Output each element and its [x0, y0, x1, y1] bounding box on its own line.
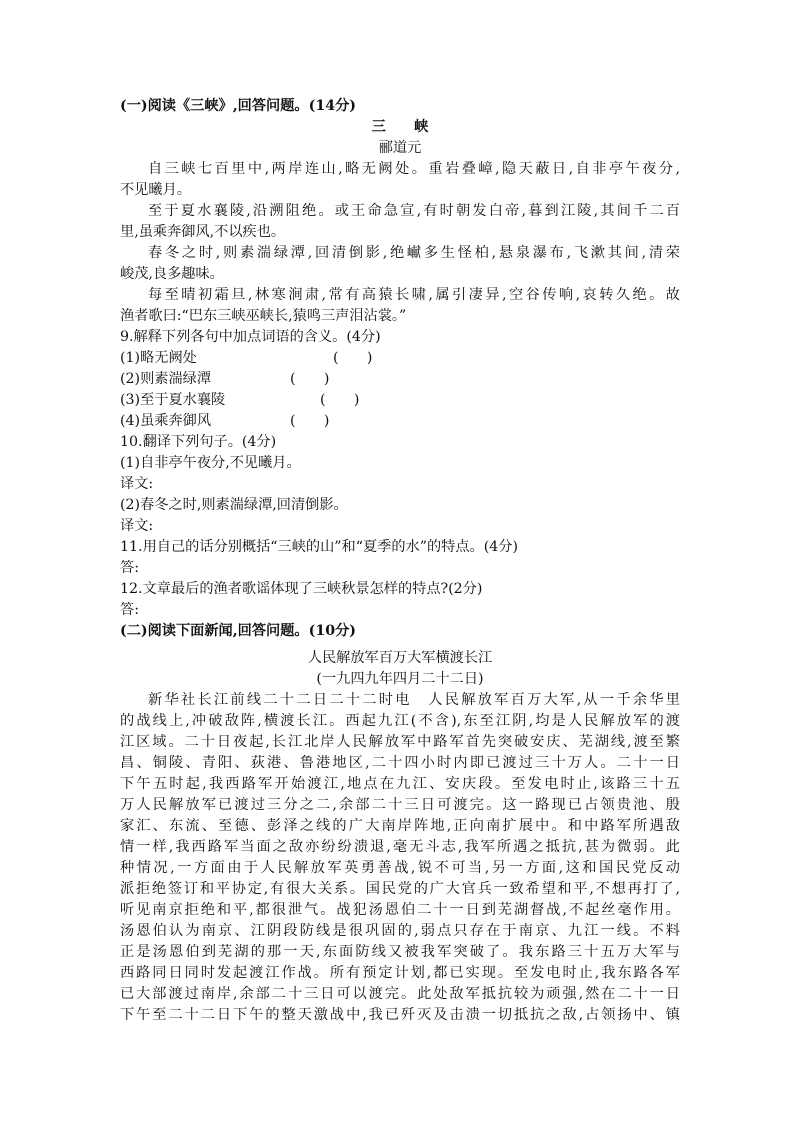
question-10-stem: 10.翻译下列句子。(4分): [120, 434, 277, 450]
question-9-item: (2)则素湍绿潭: [120, 371, 212, 387]
news-line: 已大部渡过南岸,余部二十三日可以渡完。此处敌军抵抗较为顽强,然在二十一日: [120, 986, 680, 1002]
section2-heading: (二)阅读下面新闻,回答问题。(10分): [120, 623, 356, 639]
translation-label: 译文:: [120, 518, 154, 534]
news-line: 正是汤恩伯到芜湖的那一天,东面防线又被我军突破了。我东路三十五万大军与: [120, 944, 680, 960]
news-date: (一九四九年四月二十二日): [316, 671, 484, 687]
news-line: 万人民解放军已渡过三分之二,余部二十三日可渡完。这一路现已占领贵池、殷: [120, 797, 680, 813]
paragraph-line: 不见曦月。: [120, 182, 191, 198]
news-line: 汤恩伯认为南京、江阴段防线是很巩固的,弱点只存在于南京、九江一线。不料: [120, 923, 680, 939]
answer-blank[interactable]: ( ): [333, 350, 373, 366]
paragraph-line: 每至晴初霜旦,林寒涧肃,常有高猿长啸,属引凄异,空谷传响,哀转久绝。故: [148, 287, 680, 303]
question-9-item: (1)略无阙处: [120, 350, 197, 366]
paragraph-line: 里,虽乘奔御风,不以疾也。: [120, 224, 286, 240]
paragraph-line: 春冬之时,则素湍绿潭,回清倒影,绝𪩘多生怪柏,悬泉瀑布,飞漱其间,清荣: [148, 245, 680, 261]
poem-title: 三 峡: [371, 119, 429, 135]
answer-blank[interactable]: ( ): [290, 413, 330, 429]
news-line: 家汇、东流、至德、彭泽之线的广大南岸阵地,正向南扩展中。和中路军所遇敌: [120, 818, 680, 834]
answer-blank[interactable]: ( ): [320, 392, 360, 408]
news-line: 昌、铜陵、青阳、荻港、鲁港地区,二十四小时内即已渡过三十万人。二十一日: [120, 755, 680, 771]
question-10-sentence: (1)自非亭午夜分,不见曦月。: [120, 455, 301, 471]
section1-heading: (一)阅读《三峡》,回答问题。(14分): [120, 98, 356, 114]
news-line: 江区域。二十日夜起,长江北岸人民解放军中路军首先突破安庆、芜湖线,渡至繁: [120, 734, 680, 750]
question-10-sentence: (2)春冬之时,则素湍绿潭,回清倒影。: [120, 497, 348, 513]
news-line: 种情况,一方面由于人民解放军英勇善战,锐不可当,另一方面,这和国民党反动: [120, 860, 680, 876]
answer-label: 答:: [120, 602, 139, 618]
answer-label: 答:: [120, 560, 139, 576]
news-line: 新华社长江前线二十二日二十二时电 人民解放军百万大军,从一千余华里: [148, 692, 680, 708]
question-9-item: (3)至于夏水襄陵: [120, 392, 226, 408]
news-line: 西路同日同时发起渡江作战。所有预定计划,都已实现。至发电时止,我东路各军: [120, 965, 680, 981]
question-9-stem: 9.解释下列各句中加点词语的含义。(4分): [120, 329, 381, 345]
question-9-item: (4)虽乘奔御风: [120, 413, 212, 429]
question-12-stem: 12.文章最后的渔者歌谣体现了三峡秋景怎样的特点?(2分): [120, 581, 483, 597]
news-line: 下午至二十二日下午的整天激战中,我已歼灭及击溃一切抵抗之敌,占领扬中、镇: [120, 1007, 680, 1023]
news-title: 人民解放军百万大军横渡长江: [307, 650, 493, 666]
answer-blank[interactable]: ( ): [290, 371, 330, 387]
news-line: 的战线上,冲破敌阵,横渡长江。西起九江(不含),东至江阴,均是人民解放军的渡: [120, 713, 680, 729]
news-line: 派拒绝签订和平协定,有很大关系。国民党的广大官兵一致希望和平,不想再打了,: [120, 881, 680, 897]
news-line: 情一样,我西路军当面之敌亦纷纷溃退,毫无斗志,我军所遇之抵抗,甚为微弱。此: [120, 839, 680, 855]
paragraph-line: 至于夏水襄陵,沿溯阻绝。或王命急宣,有时朝发白帝,暮到江陵,其间千二百: [148, 203, 680, 219]
question-11-stem: 11.用自己的话分别概括“三峡的山”和“夏季的水”的特点。(4分): [120, 539, 518, 555]
paragraph-line: 自三峡七百里中,两岸连山,略无阙处。重岩叠嶂,隐天蔽日,自非亭午夜分,: [148, 161, 680, 177]
news-line: 听见南京拒绝和平,都很泄气。战犯汤恩伯二十一日到芜湖督战,不起丝毫作用。: [120, 902, 680, 918]
translation-label: 译文:: [120, 476, 154, 492]
paragraph-line: 峻茂,良多趣味。: [120, 266, 224, 282]
news-line: 下午五时起,我西路军开始渡江,地点在九江、安庆段。至发电时止,该路三十五: [120, 776, 680, 792]
poem-author: 郦道元: [378, 140, 422, 156]
paragraph-line: 渔者歌曰:“巴东三峡巫峡长,猿鸣三声泪沾裳。”: [120, 308, 407, 324]
